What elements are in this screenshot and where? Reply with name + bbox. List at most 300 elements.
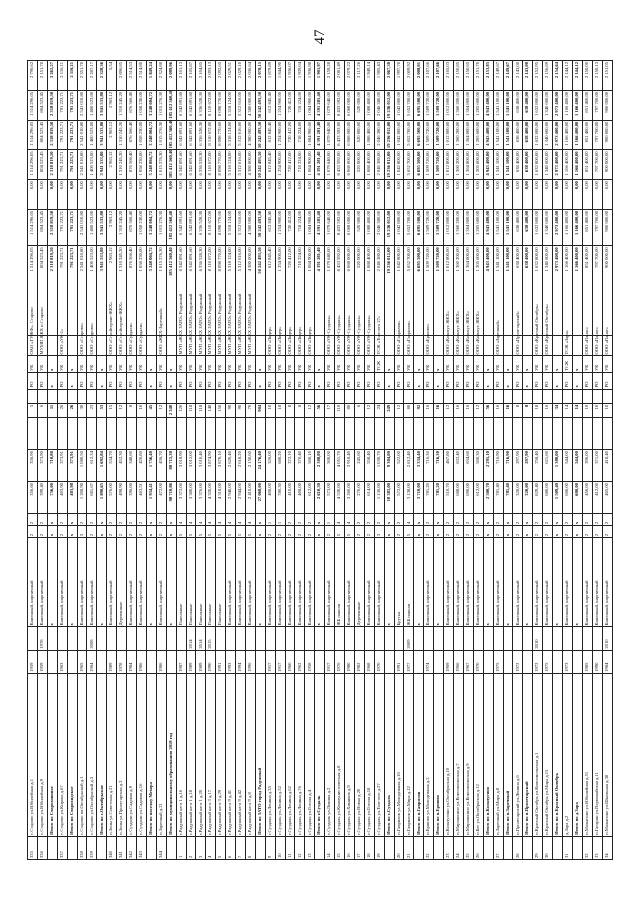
table-cell: 522,00: [394, 450, 404, 482]
table-cell: 2 963,12: [107, 90, 117, 120]
table-cell: 2 318 819,50: [47, 209, 57, 245]
table-cell: 20: [394, 836, 404, 859]
table-cell: г.Суздаль ул.Толстого д.27: [374, 673, 384, 836]
table-cell: 900 000,00: [602, 150, 612, 180]
table-cell: х: [67, 526, 77, 538]
table-cell: 452,30: [117, 450, 127, 482]
table-cell: 5: [236, 526, 246, 538]
table-cell: 4 380 000,00: [245, 246, 255, 335]
table-cell: 5 652 700,00: [404, 120, 414, 150]
table-cell: 1 541 100,00: [493, 150, 503, 180]
table-cell: РО: [424, 373, 434, 390]
table-cell: 3 870,10: [216, 450, 226, 482]
table-cell: [424, 627, 434, 650]
table-cell: [166, 627, 176, 650]
table-cell: ООО «УК-Суздаль»: [354, 335, 364, 356]
table-cell: Итого по д.Зара: [572, 673, 582, 836]
table-cell: 1 254 900,00: [275, 246, 285, 335]
table-cell: МУП «ЖКХ ЗАТО» Радужный: [176, 335, 186, 356]
table-cell: РО: [285, 373, 295, 390]
table-cell: [77, 627, 87, 650]
table-cell: 1 084 900,00: [305, 120, 315, 150]
table-cell: УК: [295, 356, 305, 373]
table-row: [345, 61, 355, 860]
table-cell: 2: [127, 526, 137, 538]
table-cell: УК: [582, 356, 592, 373]
table-cell: 2: [562, 526, 572, 538]
table-cell: [424, 389, 434, 403]
table-cell: 5: [176, 526, 186, 538]
table-cell: ООО «Старово»: [77, 335, 87, 356]
table-cell: 1 166 400,00: [572, 150, 582, 180]
table-cell: [107, 627, 117, 650]
table-cell: 1 166 400,00: [572, 120, 582, 150]
table-cell: г.Суздаль ул.Ленина д.35: [265, 673, 275, 836]
table-cell: п.Красный Октябрь ул.Комсомольская д.1: [533, 673, 543, 836]
table-cell: [404, 418, 414, 450]
table-row: [245, 61, 255, 860]
table-cell: 8 433 592,00: [335, 120, 345, 150]
table-cell: 5: [216, 526, 226, 538]
table-cell: УК: [394, 356, 404, 373]
table-cell: 370,40: [295, 450, 305, 482]
table-cell: [186, 389, 196, 403]
table-cell: 373,91: [67, 450, 77, 482]
table-cell: х: [146, 526, 156, 538]
table-cell: [364, 627, 374, 650]
table-cell: 8 433 592,00: [335, 209, 345, 245]
table-cell: 1 084 900,00: [305, 150, 315, 180]
table-cell: 791 223,71: [57, 150, 67, 180]
table-cell: 1 079 640,00: [325, 90, 335, 120]
table-cell: х: [434, 373, 444, 390]
table-cell: 6 695 500,00: [414, 90, 424, 120]
subtotal-row: [483, 61, 493, 860]
table-cell: 336: [37, 836, 47, 859]
table-cell: 5: [28, 403, 38, 417]
table-cell: 2 101,13: [176, 61, 186, 91]
table-cell: 6 695 500,00: [414, 150, 424, 180]
table-cell: г.Радужный кв-л 3 д.17: [206, 673, 216, 836]
table-row: [305, 61, 315, 860]
table-cell: 2: [543, 526, 553, 538]
table-cell: 2: [136, 514, 146, 526]
table-cell: 1 310 245,20: [117, 120, 127, 150]
table-cell: 718 224,00: [295, 90, 305, 120]
table-cell: 50 242 493,50: [255, 246, 265, 335]
table-cell: ООО «Кольчуг. ЖКХ»: [463, 335, 473, 356]
table-row: [582, 61, 592, 860]
table-cell: 2: [592, 526, 602, 538]
table-cell: 1 310 245,20: [117, 150, 127, 180]
table-cell: 16: [424, 403, 434, 417]
table-cell: [523, 335, 533, 356]
table-cell: 8 110 672,00: [206, 90, 216, 120]
table-cell: 791 223,71: [67, 209, 77, 245]
table-cell: п.Красный Октябрь ул.Мира д.15: [543, 673, 553, 836]
table-cell: х: [47, 538, 57, 627]
table-cell: РО: [335, 373, 345, 390]
table-cell: Каменный, кирпичный: [582, 538, 592, 627]
table-cell: 0,00: [394, 180, 404, 210]
table-cell: [87, 418, 97, 450]
table-cell: 1 254 900,00: [275, 120, 285, 150]
table-cell: 16: [543, 403, 553, 417]
table-cell: 0,00: [444, 180, 454, 210]
table-cell: МУП «ЖКХ ЗАТО» Радужный: [226, 335, 236, 356]
table-cell: 1 012 800,00: [444, 246, 454, 335]
table-cell: 0,00: [236, 180, 246, 210]
table-cell: х: [97, 356, 107, 373]
table-cell: 8 433 592,00: [335, 150, 345, 180]
table-cell: Каменный, кирпичный: [226, 538, 236, 627]
table-cell: [166, 650, 176, 673]
table-cell: 34: [553, 403, 563, 417]
table-cell: 544,00: [572, 450, 582, 482]
table-cell: [434, 418, 444, 450]
table-cell: [156, 627, 166, 650]
table-cell: 50 242 493,50: [255, 90, 265, 120]
table-cell: 1 364 800,00: [463, 90, 473, 120]
table-cell: [37, 418, 47, 450]
table-cell: х: [384, 356, 394, 373]
table-cell: [47, 627, 57, 650]
table-cell: Панельные: [196, 538, 206, 627]
table-cell: 1 079 640,00: [325, 246, 335, 335]
table-cell: [414, 335, 424, 356]
table-cell: х: [483, 538, 493, 627]
table-cell: 336,90: [28, 450, 38, 482]
table-cell: 26: [67, 403, 77, 417]
table-cell: [543, 389, 553, 403]
table-cell: 4: [236, 514, 246, 526]
table-cell: [404, 389, 414, 403]
table-cell: 1 380,00: [553, 450, 563, 482]
table-cell: 2 541 010,80: [77, 90, 87, 120]
table-cell: УК: [354, 356, 364, 373]
table-cell: 8 098 770,00: [216, 150, 226, 180]
table-cell: 2014: [196, 627, 206, 650]
table-cell: 12: [444, 403, 454, 417]
table-cell: 1 400 523,00: [87, 150, 97, 180]
table-cell: Каменный, кирпичный: [543, 538, 553, 627]
table-cell: РО: [364, 373, 374, 390]
table-cell: х: [503, 373, 513, 390]
table-cell: 0,00: [453, 180, 463, 210]
table-cell: 1 205 600,00: [473, 150, 483, 180]
table-cell: 2: [156, 514, 166, 526]
table-cell: 6 695 500,00: [414, 209, 424, 245]
table-cell: [216, 418, 226, 450]
table-cell: [572, 389, 582, 403]
table-cell: 45: [146, 403, 156, 417]
table-cell: [47, 389, 57, 403]
table-cell: 612 845,40: [265, 209, 275, 245]
table-cell: РО: [186, 373, 196, 390]
table-cell: 2 144,12: [572, 61, 582, 91]
table-cell: х: [553, 514, 563, 526]
table-cell: ООО «Суздали»: [127, 335, 137, 356]
table-cell: 2009: [404, 627, 414, 650]
table-cell: х: [97, 538, 107, 627]
table-cell: ООО «Стройсервис-ЖКХ»: [107, 335, 117, 356]
table-cell: УК: [285, 356, 295, 373]
table-cell: [463, 627, 473, 650]
table-cell: х: [384, 514, 394, 526]
table-cell: 24: [453, 836, 463, 859]
table-cell: Итого по с.Суздаль: [384, 673, 394, 836]
table-cell: [305, 418, 315, 450]
table-cell: 0,00: [216, 180, 226, 210]
table-cell: Каменный, кирпичный: [602, 538, 612, 627]
table-cell: 2: [602, 514, 612, 526]
table-cell: [582, 418, 592, 450]
table-cell: 690,00: [463, 482, 473, 514]
table-cell: 904: [255, 403, 265, 417]
table-cell: х: [166, 526, 176, 538]
table-cell: 2 143,00: [523, 61, 533, 91]
table-cell: х: [483, 514, 493, 526]
table-cell: 1 080,50: [77, 450, 87, 482]
table-cell: 25: [463, 836, 473, 859]
table-cell: 2 156,69: [543, 61, 553, 91]
table-cell: МУМП ЖКХ п.Старово: [37, 335, 47, 356]
table-cell: 16: [345, 836, 355, 859]
table-cell: ТСЖ: [374, 356, 384, 373]
table-cell: [265, 418, 275, 450]
table-cell: [345, 389, 355, 403]
table-cell: 680,00: [543, 482, 553, 514]
table-cell: х: [67, 356, 77, 373]
subtotal-row: [553, 61, 563, 860]
table-cell: [166, 418, 176, 450]
table-cell: [503, 418, 513, 450]
table-cell: 791 223,71: [67, 90, 77, 120]
table-cell: 1984: [127, 650, 137, 673]
table-cell: [255, 389, 265, 403]
table-cell: 638 400,00: [513, 209, 523, 245]
table-cell: 600,00: [562, 482, 572, 514]
table-cell: 0,00: [503, 180, 513, 210]
table-cell: [285, 627, 295, 650]
table-cell: 1 012 800,00: [444, 209, 454, 245]
table-cell: 297,90: [523, 450, 533, 482]
table-cell: 90: [226, 403, 236, 417]
table-cell: 2: [127, 514, 137, 526]
table-cell: 245,60: [354, 450, 364, 482]
table-cell: [107, 418, 117, 450]
table-cell: [364, 418, 374, 450]
table-cell: [582, 627, 592, 650]
table-cell: 758,40: [533, 450, 543, 482]
table-cell: 1 364 800,00: [463, 150, 473, 180]
table-cell: 2: [117, 526, 127, 538]
table-cell: 1 901,97: [315, 61, 325, 91]
table-cell: УК: [186, 356, 196, 373]
table-cell: [444, 627, 454, 650]
table-cell: РО: [493, 373, 503, 390]
table-cell: 1 166 400,00: [562, 209, 572, 245]
table-cell: 638 400,00: [523, 120, 533, 150]
table-cell: 148: [206, 403, 216, 417]
table-cell: [572, 627, 582, 650]
table-cell: 0,00: [206, 180, 216, 210]
table-cell: 2 318 819,50: [47, 120, 57, 150]
table-cell: Каменный, кирпичный: [127, 538, 137, 627]
table-cell: 1960: [285, 650, 295, 673]
table-cell: 0,00: [127, 180, 137, 210]
table-cell: [146, 627, 156, 650]
table-cell: 1 541 100,00: [493, 246, 503, 335]
table-cell: 1 936,07: [285, 61, 295, 91]
table-cell: 4: [404, 514, 414, 526]
table-cell: 0,00: [325, 180, 335, 210]
table-cell: Каменный, кирпичный: [295, 538, 305, 627]
table-cell: 344: [156, 836, 166, 859]
table-cell: 1 088 400,00: [364, 90, 374, 120]
table-cell: 851 400,00: [582, 209, 592, 245]
table-cell: [28, 418, 38, 450]
table-cell: 2: [394, 526, 404, 538]
table-cell: 4: [226, 514, 236, 526]
table-cell: 681,67: [87, 482, 97, 514]
table-cell: 118: [186, 403, 196, 417]
table-cell: 0,00: [255, 180, 265, 210]
table-cell: [444, 418, 454, 450]
table-cell: х: [553, 373, 563, 390]
table-cell: х: [315, 373, 325, 390]
table-cell: МУП «ЖКХ ЗАТО» Радужный: [196, 335, 206, 356]
table-cell: [503, 627, 513, 650]
table-cell: 110: [335, 403, 345, 417]
table-cell: 2 092,65: [216, 61, 226, 91]
table-cell: [245, 389, 255, 403]
table-cell: 1 310 245,20: [117, 209, 127, 245]
table-cell: 2: [493, 514, 503, 526]
table-cell: 1 364 800,00: [463, 246, 473, 335]
register-table-wrapper: [27, 60, 613, 860]
table-cell: [335, 418, 345, 450]
table-cell: 270,00: [354, 482, 364, 514]
table-cell: РО: [77, 373, 87, 390]
table-cell: 1978: [117, 650, 127, 673]
table-cell: 1 890,65: [97, 482, 107, 514]
table-cell: РО: [582, 373, 592, 390]
table-cell: [47, 836, 57, 859]
table-cell: 2: [424, 514, 434, 526]
table-cell: 534,70: [107, 450, 117, 482]
table-cell: 1 136,00: [374, 482, 384, 514]
table-cell: 372,10: [285, 450, 295, 482]
subtotal-row: [414, 61, 424, 860]
table-cell: 1 360 200,00: [453, 209, 463, 245]
table-row: [533, 61, 543, 860]
table-cell: [255, 418, 265, 450]
table-cell: 10: [602, 403, 612, 417]
table-cell: 638 400,00: [523, 90, 533, 120]
table-cell: 0,00: [473, 180, 483, 210]
table-cell: 716,90: [493, 450, 503, 482]
table-cell: [47, 418, 57, 450]
table-cell: УК: [196, 356, 206, 373]
table-cell: 1 541 100,00: [493, 209, 503, 245]
table-cell: УК: [265, 356, 275, 373]
table-cell: 28: [513, 836, 523, 859]
table-cell: 0,00: [374, 180, 384, 210]
table-cell: [553, 836, 563, 859]
table-cell: [295, 389, 305, 403]
table-cell: 2: [107, 514, 117, 526]
table-cell: [216, 627, 226, 650]
table-row: [57, 61, 67, 860]
table-cell: 4 380 000,00: [245, 150, 255, 180]
table-cell: 4: [206, 836, 216, 859]
table-cell: 6 068 000,00: [345, 209, 355, 245]
table-cell: х: [67, 538, 77, 627]
table-cell: [572, 418, 582, 450]
table-cell: 10 383,00: [384, 482, 394, 514]
table-cell: 11: [47, 403, 57, 417]
table-cell: 1 084 900,00: [305, 209, 315, 245]
table-cell: 21: [404, 836, 414, 859]
table-cell: 1 632 800,00: [533, 150, 543, 180]
table-cell: 1980: [345, 650, 355, 673]
table-cell: 780,30: [275, 482, 285, 514]
table-cell: [315, 836, 325, 859]
table-cell: 3 376,00: [196, 482, 206, 514]
table-cell: 50 242 493,50: [255, 150, 265, 180]
table-cell: 16: [493, 403, 503, 417]
table-cell: [483, 335, 493, 356]
table-cell: 1 166 400,00: [572, 209, 582, 245]
table-cell: 520 000,00: [354, 90, 364, 120]
table-cell: 18: [275, 403, 285, 417]
table-cell: 1 509 720,00: [424, 150, 434, 180]
table-cell: 1 692,84: [97, 450, 107, 482]
table-cell: [384, 836, 394, 859]
table-cell: 1917: [275, 650, 285, 673]
table-cell: [275, 418, 285, 450]
table-cell: 3 941 533,80: [97, 120, 107, 150]
table-cell: 18: [364, 836, 374, 859]
table-cell: [166, 335, 176, 356]
table-cell: 1974: [424, 650, 434, 673]
table-cell: МУП «ЖКХ ЗАТО» Радужный: [245, 335, 255, 356]
table-cell: 5: [335, 526, 345, 538]
table-cell: 12: [305, 403, 315, 417]
table-cell: УК: [226, 356, 236, 373]
table-cell: Каменный, кирпичный: [275, 538, 285, 627]
table-cell: 8: [285, 403, 295, 417]
table-cell: ООО «Панас»: [602, 335, 612, 356]
table-cell: 6 068 000,00: [345, 90, 355, 120]
table-cell: 2 812,40: [404, 450, 414, 482]
table-cell: МУП «ЖКХ ЗАТО» Радужный: [216, 335, 226, 356]
table-cell: [47, 335, 57, 356]
table-cell: х: [414, 538, 424, 627]
table-cell: 0,00: [562, 180, 572, 210]
table-cell: 1958: [305, 650, 315, 673]
table-cell: [483, 627, 493, 650]
table-cell: х: [384, 373, 394, 390]
table-cell: РО: [562, 373, 572, 390]
table-cell: 22: [424, 836, 434, 859]
table-cell: 797 700,00: [592, 120, 602, 150]
table-cell: 30: [77, 403, 87, 417]
table-cell: 716,30: [434, 450, 444, 482]
table-cell: х: [434, 526, 444, 538]
table-cell: 2: [87, 514, 97, 526]
